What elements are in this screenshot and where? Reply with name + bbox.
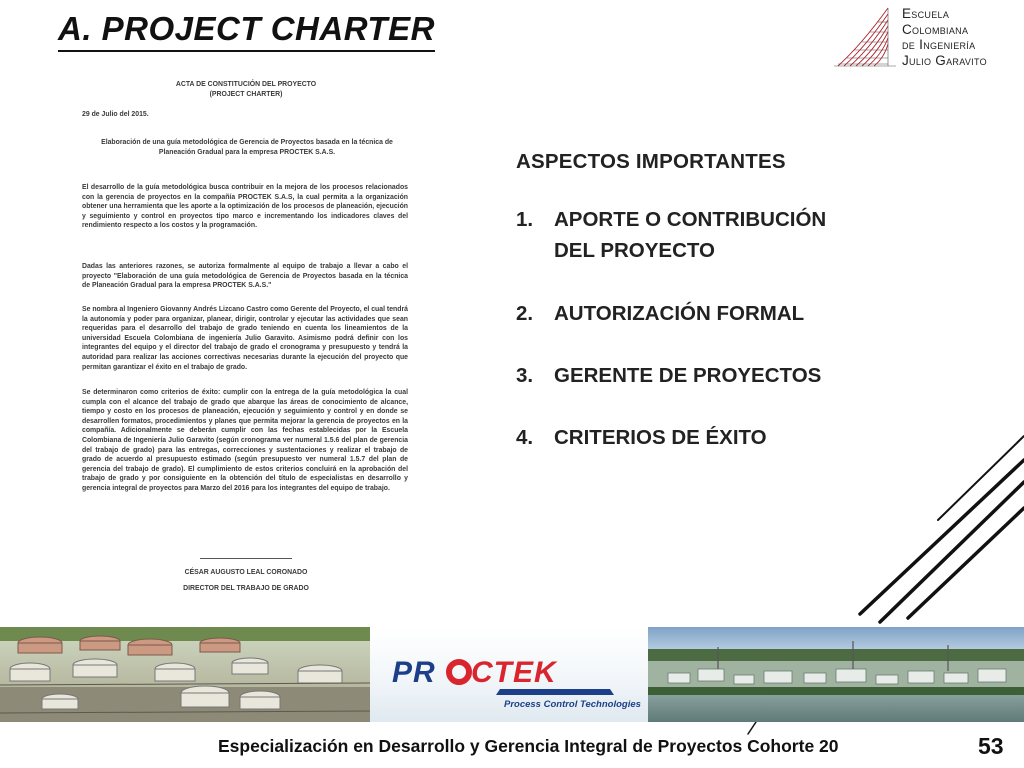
aspect-item: [516, 424, 767, 452]
aspect-label: AUTORIZACIÓN FORMAL: [554, 302, 805, 325]
proctek-name-right: CTEK: [471, 656, 557, 689]
document-paragraph: Dadas las anteriores razones, se autoriza formalmente al equipo de trabajo a llevar a cabo el proyecto "Elaboración de una guía metodológica de Gerencia de Proyectos basada en la técnica de Planeación Gradual para la empresa PROCTEK S.A.S.": [82, 263, 408, 290]
aspects-title: ASPECTOS IMPORTANTES: [516, 150, 786, 173]
university-name-line: Escuela: [902, 6, 950, 21]
document-heading-line: ACTA DE CONSTITUCIÓN DEL PROYECTO: [175, 81, 317, 88]
refinery-river-photo: [648, 627, 1024, 722]
proctek-tagline: Process Control Technologies: [504, 699, 641, 710]
slide-title: A. PROJECT CHARTER: [58, 8, 435, 52]
document-paragraph: Se nombra al Ingeniero Giovanny Andrés Lizcano Castro como Gerente del Proyecto, el cual tendrá la autonomía y poder para organizar, planear, dirigir, controlar y ejecutar las actividades que sean requeridas para el desarrollo del trabajo de grado teniendo en cuenta los lineamientos de la universidad Escuela Colombiana de ingeniería Julio Garavito. Asimismo podrá definir con los integrantes del equipo y el director del trabajo de grado el cronograma y presupuesto y tendrá la autoridad para realizar las acciones correctivas necesarias durante la ejecución del proyecto que permitan garantizar el éxito en el trabajo de grado.: [82, 306, 408, 371]
document-subject: Elaboración de una guía metodológica de Gerencia de Proyectos basada en la técnica de Planeación Gradual para la empresa PROCTEK S.A.S.: [101, 139, 393, 156]
project-charter-document: [78, 72, 414, 612]
proctek-logo-graphic: [370, 627, 648, 722]
aspect-item: [516, 206, 826, 265]
aspect-label: GERENTE DE PROYECTOS: [554, 364, 822, 387]
proctek-name-left: PR: [392, 656, 436, 689]
signature-name: CÉSAR AUGUSTO LEAL CORONADO: [184, 569, 308, 576]
proctek-logo: [370, 627, 648, 722]
document-date: 29 de Julio del 2015.: [82, 111, 149, 118]
industrial-tanks-photo: [0, 627, 370, 722]
aspect-number: 4.: [516, 426, 534, 449]
signature-line: [200, 558, 292, 559]
signature-role: DIRECTOR DEL TRABAJO DE GRADO: [183, 585, 309, 592]
university-emblem-icon: [832, 4, 902, 70]
proctek-o-ring: [449, 662, 469, 682]
university-name: [902, 6, 1020, 68]
document-paragraph: Se determinaron como criterios de éxito: cumplir con la entrega de la guía metodológica la cual cumpla con el alcance del trabajo de grado que abarque las áreas de conocimiento de alcance, tiempo y costo en los procesos de planeación, ejecución y seguimiento y control y en donde se desarrollen formatos, procedimientos y planes que permita mejorar la gerencia de proyectos en la compañía. Adicionalmente se deberán cumplir con las fechas establecidas por la Escuela Colombiana de Ingeniería Julio Garavito (según cronograma ver numeral 1.5.6 del plan de gerencia del trabajo de grado) para las entregas, correcciones y sustentaciones y realizar el trabajo de grado de acuerdo al presupuesto estimado (según presupuesto ver numeral 1.5.7 del plan de gerencia del trabajo de grado). El cumplimiento de estos criterios concluirá en la aprobación del trabajo de grado y por consiguiente en la obtención del título de especialistas en desarrollo y gerencia integral de proyectos para Marzo del 2016 para los integrantes del equipo de trabajo.: [82, 389, 408, 492]
aspect-label: CRITERIOS DE ÉXITO: [554, 426, 767, 449]
university-name-line: de Ingeniería: [902, 37, 976, 52]
aspect-number: 1.: [516, 208, 534, 231]
aspect-label: APORTE O CONTRIBUCIÓN: [554, 208, 827, 231]
company-banner: [0, 627, 1024, 722]
aspect-item: [516, 362, 821, 390]
document-heading: [78, 80, 414, 99]
university-name-line: Colombiana: [902, 21, 969, 37]
aspect-label: DEL PROYECTO: [554, 239, 715, 262]
aspect-number: 2.: [516, 302, 534, 325]
university-logo: [832, 4, 1018, 70]
aspect-item: [516, 300, 804, 328]
page-number: 53: [978, 733, 1004, 759]
document-paragraph: El desarrollo de la guía metodológica busca contribuir en la mejora de los procesos relacionados con la gerencia de proyectos en la compañía PROCTEK S.A.S, la cual permita a la organización obtener una herramienta que les aporte a la optimización de los procesos de planeación, ejecución y seguimiento y control en proyectos tipo marco e incrementando los indicadores claves del rendimiento respecto a los costos y la programación.: [82, 184, 408, 230]
university-name-line: Julio Garavito: [902, 52, 987, 68]
footer-course-name: Especialización en Desarrollo y Gerencia Integral de Proyectos Cohorte 20: [218, 736, 839, 756]
document-heading-line: (PROJECT CHARTER): [209, 90, 283, 98]
aspect-number: 3.: [516, 364, 534, 387]
